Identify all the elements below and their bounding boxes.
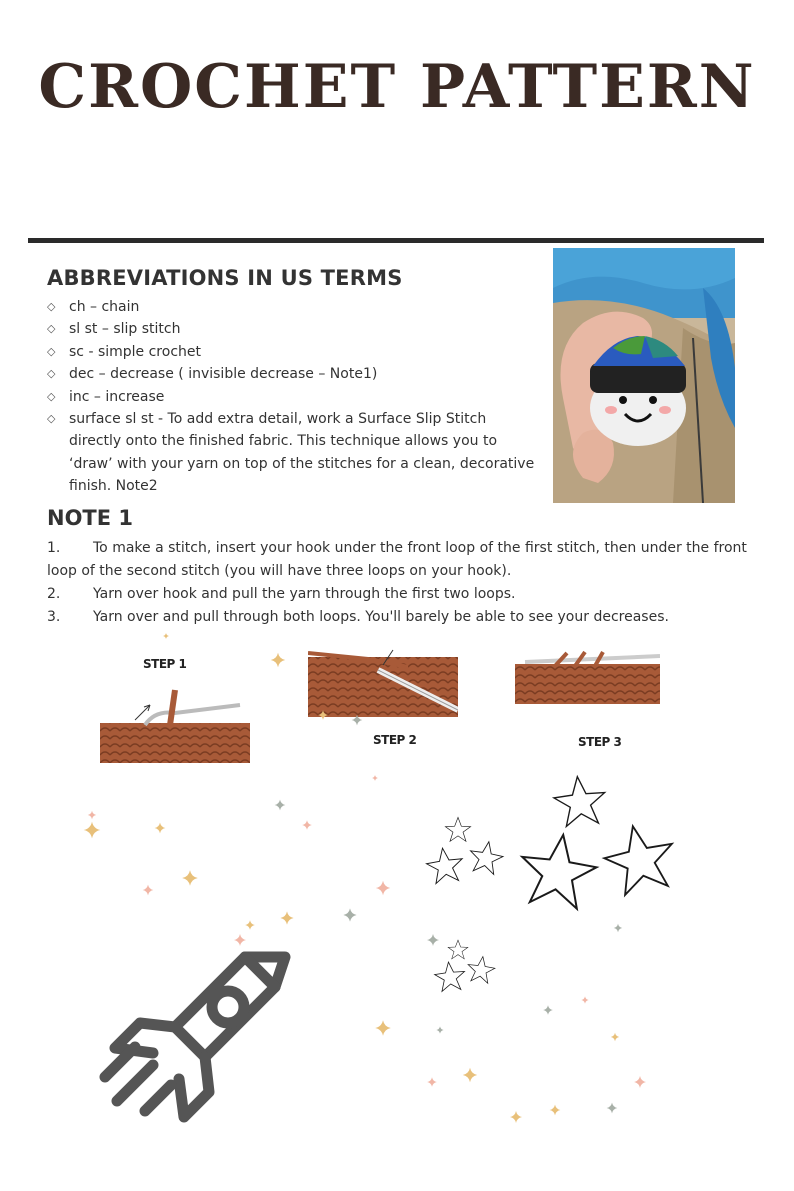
abbreviations-heading: ABBREVIATIONS IN US TERMS — [47, 266, 403, 290]
page-title: CROCHET PATTERN — [38, 52, 756, 122]
note1-item: 2. Yarn over hook and pull the yarn through the first two loops. — [47, 586, 516, 602]
diamond-bullet-icon: ◇ — [47, 344, 56, 358]
abbreviation-item: ◇ inc – increase — [47, 386, 537, 408]
step-1-illustration — [100, 685, 250, 769]
amigurumi-photo — [553, 248, 735, 503]
abbreviation-item: ◇ sc - simple crochet — [47, 341, 537, 363]
step-2-label: STEP 2 — [373, 733, 417, 747]
step-3-illustration — [515, 648, 660, 712]
diamond-bullet-icon: ◇ — [47, 367, 56, 381]
step-2-illustration — [308, 645, 458, 724]
note1-item: 3. Yarn over and pull through both loops. You'll barely be able to see your decreases. — [47, 609, 669, 625]
abbreviation-item: ◇ sl st – slip stitch — [47, 318, 537, 340]
abbreviations-list — [47, 296, 537, 498]
note1-list — [47, 537, 747, 629]
step-3-label: STEP 3 — [578, 735, 622, 749]
diamond-bullet-icon: ◇ — [47, 412, 56, 426]
diamond-bullet-icon: ◇ — [47, 300, 56, 313]
abbreviation-item: ◇ dec – decrease ( invisible decrease – Note1) — [47, 363, 537, 385]
rocket-icon — [95, 945, 305, 1130]
abbreviation-item: ◇ ch – chain — [47, 296, 537, 318]
outline-star-icons — [425, 774, 681, 992]
step-1-label: STEP 1 — [143, 657, 187, 671]
note1-heading: NOTE 1 — [47, 506, 134, 530]
diamond-bullet-icon: ◇ — [47, 389, 56, 403]
title-divider — [28, 238, 764, 243]
gray-sparkle-icons — [275, 715, 623, 1114]
note1-item: 1. To make a stitch, insert your hook under the front loop of the first stitch, then under the front loop of the second stitch (you will have three loops on your hook). — [47, 540, 747, 579]
diamond-bullet-icon: ◇ — [47, 322, 56, 336]
abbreviation-item: ◇ surface sl st - To add extra detail, work a Surface Slip Stitch directly onto the finished fabric. This technique allows you to ‘draw’ with your yarn on top of the stitches for a clean, decorative finish. Note2 — [47, 408, 537, 498]
